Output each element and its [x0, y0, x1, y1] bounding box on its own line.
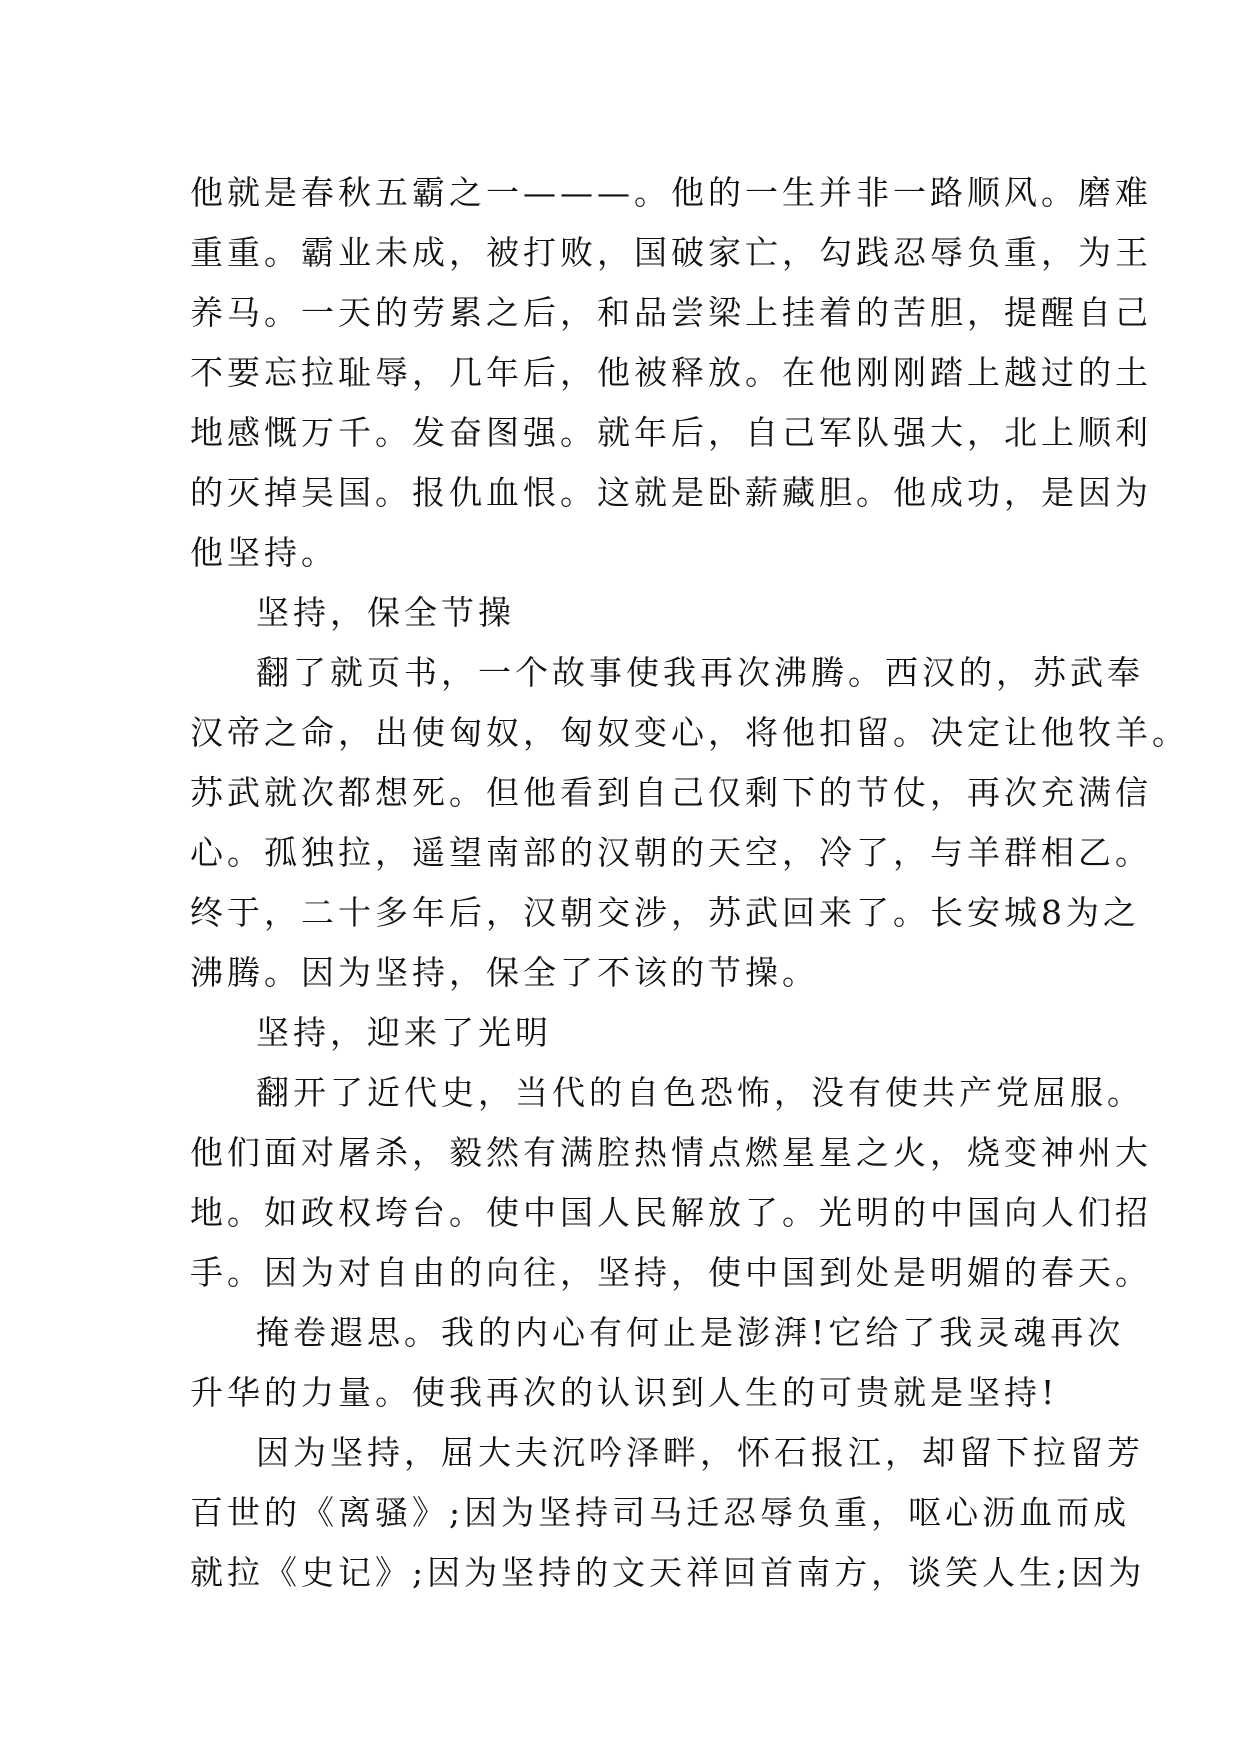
section-heading: 坚持，保全节操 — [256, 593, 515, 632]
text-line: 升华的力量。使我再次的认识到人生的可贵就是坚持! — [190, 1373, 1059, 1412]
text-line: 翻开了近代史，当代的自色恐怖，没有使共产党屈服。 — [256, 1073, 1144, 1112]
text-line: 百世的《离骚》;因为坚持司马迁忍辱负重，呕心沥血而成 — [190, 1493, 1131, 1532]
document-body — [190, 163, 1189, 1603]
text-line: 掩卷遐思。我的内心有何止是澎湃!它给了我灵魂再次 — [256, 1313, 1125, 1352]
text-line: 地。如政权垮台。使中国人民解放了。光明的中国向人们招 — [190, 1193, 1152, 1232]
text-line: 翻了就页书，一个故事使我再次沸腾。西汉的，苏武奉 — [256, 653, 1144, 692]
text-line: 重重。霸业未成，被打败，国破家亡，勾践忍辱负重，为王 — [190, 233, 1152, 272]
text-line: 他坚持。 — [190, 533, 338, 572]
text-line: 终于，二十多年后，汉朝交涉，苏武回来了。长安城8为之 — [190, 893, 1140, 932]
text-line: 心。孤独拉，遥望南部的汉朝的天空，冷了，与羊群相乙。 — [190, 833, 1152, 872]
text-line: 他们面对屠杀，毅然有满腔热情点燃星星之火，烧变神州大 — [190, 1133, 1152, 1172]
text-line: 沸腾。因为坚持，保全了不该的节操。 — [190, 953, 819, 992]
text-line: 手。因为对自由的向往，坚持，使中国到处是明媚的春天。 — [190, 1253, 1152, 1292]
text-line: 汉帝之命，出使匈奴，匈奴变心，将他扣留。决定让他牧羊。 — [190, 713, 1189, 752]
text-line: 养马。一天的劳累之后，和品尝梁上挂着的苦胆，提醒自己 — [190, 293, 1152, 332]
text-line: 不要忘拉耻辱，几年后，他被释放。在他刚刚踏上越过的土 — [190, 353, 1152, 392]
text-line: 因为坚持，屈大夫沉吟泽畔，怀石报江，却留下拉留芳 — [256, 1433, 1144, 1472]
text-line: 的灭掉吴国。报仇血恨。这就是卧薪藏胆。他成功，是因为 — [190, 473, 1152, 512]
text-line: 他就是春秋五霸之一———。他的一生并非一路顺风。磨难 — [190, 173, 1152, 212]
text-line: 地感慨万千。发奋图强。就年后，自己军队强大，北上顺利 — [190, 413, 1152, 452]
text-line: 苏武就次都想死。但他看到自己仅剩下的节仗，再次充满信 — [190, 773, 1152, 812]
section-heading: 坚持，迎来了光明 — [256, 1013, 552, 1052]
text-line: 就拉《史记》;因为坚持的文天祥回首南方，谈笑人生;因为 — [190, 1553, 1146, 1592]
